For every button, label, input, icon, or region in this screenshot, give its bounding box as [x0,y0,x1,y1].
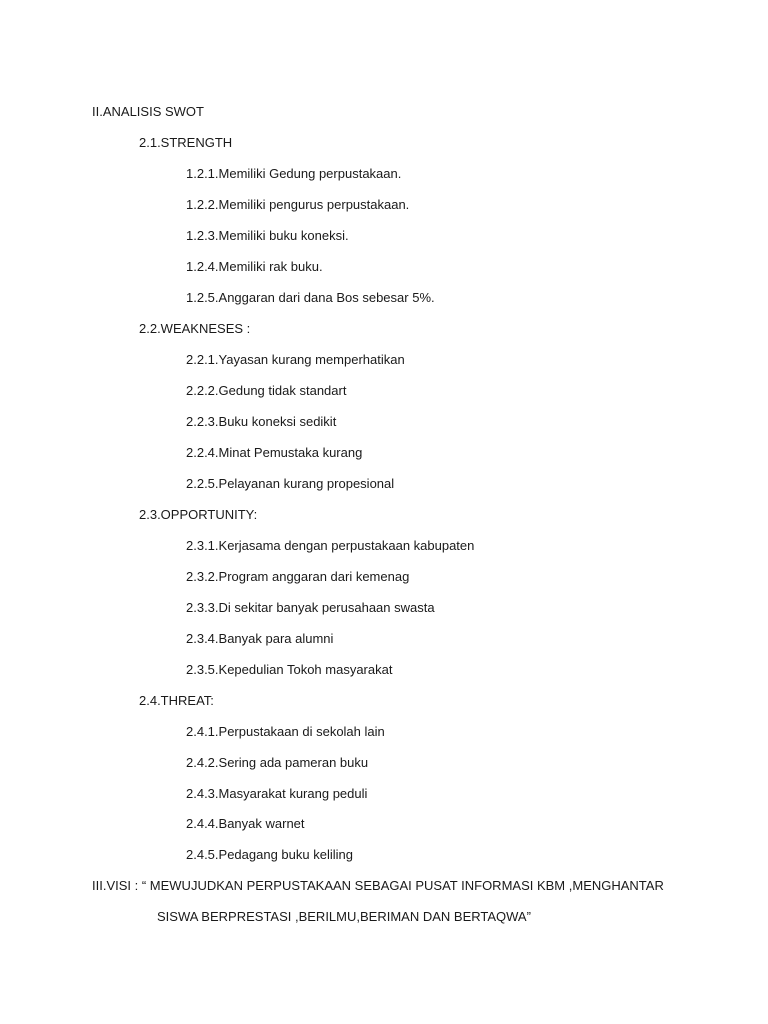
strength-item: 1.2.5.Anggaran dari dana Bos sebesar 5%. [186,290,435,305]
threat-item: 2.4.5.Pedagang buku keliling [186,847,353,862]
swot-heading: II.ANALISIS SWOT [92,104,204,119]
strength-item: 1.2.1.Memiliki Gedung perpustakaan. [186,166,402,181]
weakness-item: 2.2.5.Pelayanan kurang propesional [186,476,395,491]
weakness-item: 2.2.4.Minat Pemustaka kurang [186,445,363,460]
threat-item: 2.4.1.Perpustakaan di sekolah lain [186,724,385,739]
threat-item: 2.4.2.Sering ada pameran buku [186,755,369,770]
threat-item: 2.4.3.Masyarakat kurang peduli [186,786,368,801]
opportunity-title: 2.3.OPPORTUNITY: [139,507,258,522]
opportunity-item: 2.3.2.Program anggaran dari kemenag [186,569,410,584]
strength-item: 1.2.4.Memiliki rak buku. [186,259,323,274]
opportunity-item: 2.3.5.Kepedulian Tokoh masyarakat [186,662,393,677]
visi-line-1: III.VISI : “ MEWUJUDKAN PERPUSTAKAAN SEBAGAI PUSAT INFORMASI KBM ,MENGHANTAR [92,878,664,893]
threat-item: 2.4.4.Banyak warnet [186,816,305,831]
strength-item: 1.2.2.Memiliki pengurus perpustakaan. [186,197,410,212]
opportunity-item: 2.3.3.Di sekitar banyak perusahaan swasta [186,600,435,615]
weakness-item: 2.2.3.Buku koneksi sedikit [186,414,337,429]
weakness-item: 2.2.2.Gedung tidak standart [186,383,347,398]
threat-title: 2.4.THREAT: [139,693,214,708]
opportunity-item: 2.3.1.Kerjasama dengan perpustakaan kabupaten [186,538,475,553]
weakness-item: 2.2.1.Yayasan kurang memperhatikan [186,352,405,367]
visi-line-2: SISWA BERPRESTASI ,BERILMU,BERIMAN DAN BERTAQWA” [157,909,531,924]
strength-item: 1.2.3.Memiliki buku koneksi. [186,228,349,243]
opportunity-item: 2.3.4.Banyak para alumni [186,631,334,646]
weaknesses-title: 2.2.WEAKNESES : [139,321,251,336]
strength-title: 2.1.STRENGTH [139,135,233,150]
